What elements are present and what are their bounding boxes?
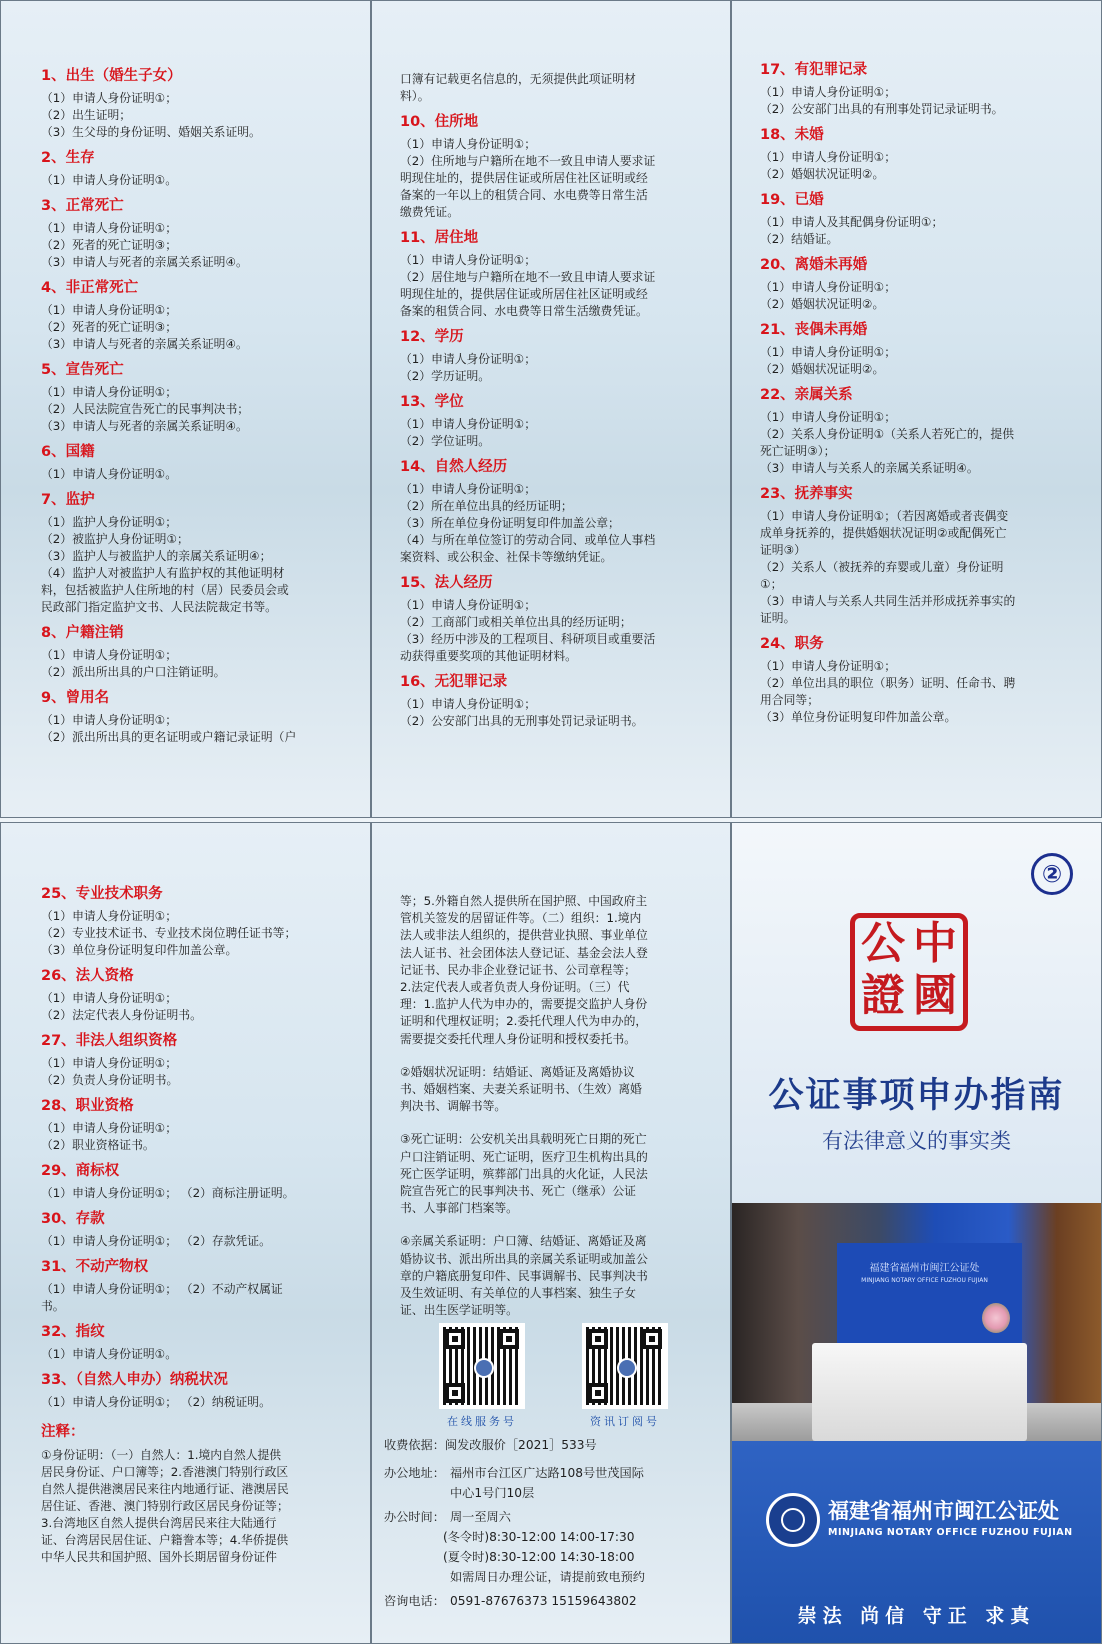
qr-code-icon	[582, 1323, 668, 1409]
section-line: （1）申请人身份证明①；	[41, 221, 178, 235]
section-title: 15、法人经历	[400, 575, 493, 591]
notes-line: 自然人提供港澳居民来往内地通行证、港澳居民	[41, 1482, 289, 1496]
section	[41, 65, 361, 141]
section-line: （2）所在单位出具的经历证明；	[400, 499, 573, 513]
office-lobby-photo	[732, 1203, 1101, 1441]
section-line: （1）申请人身份证明①；	[400, 697, 537, 711]
section-line: （1）申请人身份证明①； （2）不动产权属证	[41, 1282, 283, 1296]
section-line: （2）专业技术证书、专业技术岗位聘任证书等；	[41, 926, 297, 940]
section	[760, 633, 1090, 726]
paragraph-line: 书、人事部门档案等。	[400, 1201, 518, 1216]
section-line: 民政部门指定监护文书、人民法院裁定书等。	[41, 600, 277, 614]
paragraph-line: 法人或非法人组织的，提供营业执照、事业单位	[400, 928, 648, 943]
section-line: （3）申请人与关系人的亲属关系证明④。	[760, 461, 979, 475]
fee-basis: 收费依据：闽发改服价［2021］533号	[384, 1438, 597, 1452]
office-hours-label: 办公时间：	[384, 1510, 445, 1524]
section-line: （1）申请人身份证明①；	[41, 1056, 178, 1070]
section-line: （3）单位身份证明复印件加盖公章。	[760, 710, 957, 724]
section-title: 23、抚养事实	[760, 486, 853, 502]
section	[400, 391, 710, 450]
notes-line: 3.台湾地区自然人提供台湾居民来往大陆通行	[41, 1516, 277, 1530]
section-line: （1）申请人身份证明①；	[760, 85, 897, 99]
section-line: （2）公安部门出具的无刑事处罚记录证明书。	[400, 714, 644, 728]
section-line: （1）申请人身份证明①；	[41, 713, 178, 727]
section-title: 33、（自然人申办）纳税状况	[41, 1372, 228, 1388]
section-line: （1）申请人身份证明①；	[400, 417, 537, 431]
notes-line: 居住证、香港、澳门特别行政区居民身份证等；	[41, 1499, 289, 1513]
section-line: （1）申请人身份证明①。	[41, 1347, 178, 1361]
paragraph-line: 及生效证明、有关单位的人事档案、独生子女	[400, 1286, 636, 1301]
section-line: （1）申请人身份证明①；（若因离婚或者丧偶变	[760, 509, 1009, 523]
section-line: （2）住所地与户籍所在地不一致且申请人要求证	[400, 154, 656, 168]
notes-line: ①身份证明：（一）自然人：1.境内自然人提供	[41, 1448, 282, 1462]
section-title: 9、曾用名	[41, 690, 110, 706]
section-line: （2）关系人身份证明①（关系人若死亡的，提供	[760, 427, 1015, 441]
notary-office-logo-icon	[766, 1493, 820, 1547]
phone-number[interactable]: 0591-87676373 15159643802	[450, 1594, 637, 1608]
section-continuation	[400, 71, 710, 105]
section-line: （1）申请人身份证明①；	[41, 1121, 178, 1135]
cover-subtitle: 有法律意义的事实类	[822, 1129, 1011, 1153]
panel-2-content	[400, 71, 710, 736]
office-hours-winter: (冬令时)8:30-12:00 14:00-17:30	[443, 1530, 635, 1544]
section	[41, 359, 361, 435]
paragraph-line: 死亡医学证明，殡葬部门出具的火化证，人民法	[400, 1166, 648, 1181]
section-line: （2）负责人身份证明书。	[41, 1073, 179, 1087]
panel-4	[0, 822, 371, 1644]
cover-top	[732, 823, 1101, 1203]
section-line: （1）监护人身份证明①；	[41, 515, 178, 529]
section	[41, 277, 361, 353]
section-line: （2）死者的死亡证明③；	[41, 238, 178, 252]
section-line: （1）申请人身份证明①；	[760, 659, 897, 673]
section-line: 缴费凭证。	[400, 205, 459, 219]
note-continuation	[400, 893, 712, 1048]
section-title: 31、不动产物权	[41, 1259, 149, 1275]
section-line: （2）学位证明。	[400, 434, 491, 448]
section-title: 30、存款	[41, 1211, 105, 1227]
section-line: （1）申请人身份证明①；	[760, 345, 897, 359]
section-line: （4）监护人对被监护人有监护权的其他证明材	[41, 566, 285, 580]
section-line: 死亡证明③）；	[760, 444, 836, 458]
section-title: 22、亲属关系	[760, 387, 853, 403]
phone-label: 咨询电话：	[384, 1594, 445, 1608]
section-title: 5、宣告死亡	[41, 362, 124, 378]
section	[41, 1095, 361, 1154]
section-line: （2）死者的死亡证明③；	[41, 320, 178, 334]
section-title: 11、居住地	[400, 230, 479, 246]
panel-3-content	[760, 59, 1090, 732]
section-line: 明现住址的，提供居住证或所居住社区证明或经	[400, 171, 648, 185]
section-title: 2、生存	[41, 150, 95, 166]
section-line: （2）工商部门或相关单位出具的经历证明；	[400, 615, 632, 629]
section-line: （3）单位身份证明复印件加盖公章。	[41, 943, 238, 957]
section-line: （2）被监护人身份证明①；	[41, 532, 189, 546]
section-line: （2）结婚证。	[760, 232, 839, 246]
section	[760, 319, 1090, 378]
reception-signage: 福建省福州市闽江公证处 MINJIANG NOTARY OFFICE FUZHOU FUJIAN	[861, 1263, 988, 1284]
panel-3	[731, 0, 1102, 818]
section	[400, 227, 710, 320]
section	[41, 441, 361, 483]
section-title: 19、已婚	[760, 192, 824, 208]
section-title: 26、法人资格	[41, 968, 134, 984]
panel-1-content	[41, 65, 361, 752]
office-address-line2: 中心1号门10层	[450, 1486, 535, 1500]
panel-5	[371, 822, 731, 1644]
section-line: （4）与所在单位签订的劳动合同、或单位人事档	[400, 533, 656, 547]
section	[41, 965, 361, 1024]
office-address-label: 办公地址：	[384, 1466, 445, 1480]
section	[760, 254, 1090, 313]
section	[400, 456, 710, 566]
paragraph-line: 章的户籍底册复印件、民事调解书、民事判决书	[400, 1268, 648, 1283]
section-line: （2）职业资格证书。	[41, 1138, 155, 1152]
paragraph-line: 户口注销证明、死亡证明，医疗卫生机构出具的	[400, 1149, 648, 1164]
office-address-line1: 福州市台江区广达路108号世茂国际	[450, 1466, 644, 1480]
section-title: 13、学位	[400, 394, 464, 410]
paragraph-line: ④亲属关系证明：户口簿、结婚证、离婚证及离	[400, 1234, 647, 1249]
office-hours-sunday: 如需周日办理公证，请提前致电预约	[450, 1570, 645, 1584]
notes-line: 证、台湾居民居住证、户籍誊本等；4.华侨提供	[41, 1533, 289, 1547]
section-line: （1）申请人身份证明①；	[400, 352, 537, 366]
section	[41, 147, 361, 189]
section-line: 料，包括被监护人住所地的村（居）民委员会或	[41, 583, 289, 597]
section-line: （2）人民法院宣告死亡的民事判决书；	[41, 402, 250, 416]
section-line: （3）申请人与死者的亲属关系证明④。	[41, 255, 248, 269]
section	[41, 1321, 361, 1363]
section-line: （1）申请人身份证明①；	[400, 253, 537, 267]
section-line: （3）申请人与死者的亲属关系证明④。	[41, 419, 248, 433]
section-line: （2）婚姻状况证明②。	[760, 167, 885, 181]
section	[400, 572, 710, 665]
section-line: （2）婚姻状况证明②。	[760, 297, 885, 311]
cover-title: 公证事项申办指南	[768, 1076, 1065, 1116]
section	[760, 189, 1090, 248]
section-line: （1）申请人身份证明①；	[41, 909, 178, 923]
qr-service[interactable]	[439, 1323, 525, 1429]
section-line: （3）经历中涉及的工程项目、科研项目或重要活	[400, 632, 656, 646]
section	[41, 1369, 361, 1411]
section-title: 25、专业技术职务	[41, 886, 163, 902]
section-line: （2）法定代表人身份证明书。	[41, 1008, 202, 1022]
office-hours-summer: (夏令时)8:30-12:00 14:30-18:00	[443, 1550, 635, 1564]
section-line: 证明③）	[760, 543, 806, 557]
section	[41, 1256, 361, 1315]
cover-panel	[731, 822, 1102, 1644]
section-title: 24、职务	[760, 636, 824, 652]
section	[760, 59, 1090, 118]
section-line: （2）婚姻状况证明②。	[760, 362, 885, 376]
section-title: 8、户籍注销	[41, 625, 124, 641]
paragraph-line: 理：1.监护人代为申办的，需要提交监护人身份	[400, 997, 648, 1012]
section-title: 27、非法人组织资格	[41, 1033, 178, 1049]
paragraph-line: 判决书、调解书等。	[400, 1099, 507, 1114]
section-line: （1）申请人身份证明①； （2）商标注册证明。	[41, 1186, 295, 1200]
section-line: （1）申请人身份证明①；	[760, 150, 897, 164]
china-notary-seal-icon: 中 國 公 證	[850, 913, 968, 1031]
panel-5-content	[400, 893, 712, 1335]
section-line: （1）申请人身份证明①；	[41, 303, 178, 317]
section-line: 明现住址的，提供居住证或所居住社区证明或经	[400, 287, 648, 301]
section-title: 12、学历	[400, 329, 464, 345]
section-line: （2）学历证明。	[400, 369, 491, 383]
section-title: 4、非正常死亡	[41, 280, 139, 296]
section	[760, 124, 1090, 183]
notes-line: 中华人民共和国护照、国外长期居留身份证件	[41, 1550, 277, 1564]
org-name-cn: 福建省福州市闽江公证处	[828, 1498, 1059, 1523]
section-line: （1）申请人身份证明①；	[41, 991, 178, 1005]
paragraph-line: 证明和代理权证明；2.委托代理人代为申办的，	[400, 1014, 648, 1029]
section-line: （3）申请人与死者的亲属关系证明④。	[41, 337, 248, 351]
paragraph-line: 婚协议书、派出所出具的亲属关系证明或加盖公	[400, 1251, 648, 1266]
paragraph-line: ③死亡证明：公安机关出具载明死亡日期的死亡	[400, 1132, 647, 1147]
section-line: （1）申请人身份证明①；	[400, 482, 537, 496]
section-line: （1）申请人身份证明①；	[41, 91, 178, 105]
paragraph-line: 法人证书、社会团体法人登记证、基金会法人登	[400, 945, 648, 960]
section-line: （3）生父母的身份证明、婚姻关系证明。	[41, 125, 261, 139]
notes-line: 居民身份证、户口簿等；2.香港澳门特别行政区	[41, 1465, 289, 1479]
page-number-badge: ②	[1031, 853, 1073, 895]
section-line: 备案的一年以上的租赁合同、水电费等日常生活	[400, 188, 648, 202]
paragraph-line: 证、出生医学证明等。	[400, 1303, 518, 1318]
section-line: （1）申请人身份证明①；	[400, 598, 537, 612]
section-line: （2）出生证明；	[41, 108, 132, 122]
panel-1	[0, 0, 371, 818]
section	[41, 1160, 361, 1202]
section-title: 10、住所地	[400, 114, 479, 130]
section-line: （1）申请人身份证明①；	[41, 648, 178, 662]
section	[41, 687, 361, 746]
section-line: 成单身抚养的，提供婚姻状况证明②或配偶死亡	[760, 526, 1007, 540]
section-line: 用合同等；	[760, 693, 819, 707]
notes-title: 注释：	[41, 1424, 85, 1440]
section	[41, 489, 361, 616]
section-title: 21、丧偶未再婚	[760, 322, 868, 338]
section-title: 29、商标权	[41, 1163, 120, 1179]
section-title: 28、职业资格	[41, 1098, 134, 1114]
section	[400, 671, 710, 730]
section-line: （1）申请人身份证明①；	[400, 137, 537, 151]
office-hours-days: 周一至周六	[450, 1510, 511, 1524]
section	[41, 195, 361, 271]
section-line: 书。	[41, 1299, 65, 1313]
section-line: （1）申请人身份证明①。	[41, 467, 178, 481]
section-line: （2）居住地与户籍所在地不一致且申请人要求证	[400, 270, 656, 284]
section-line: （1）申请人身份证明①； （2）纳税证明。	[41, 1395, 271, 1409]
section-title: 17、有犯罪记录	[760, 62, 868, 78]
cover-footer	[732, 1441, 1101, 1644]
section-line: （2）派出所出具的更名证明或户籍记录证明（户	[41, 730, 297, 744]
section-line: （1）申请人身份证明①。	[41, 173, 178, 187]
paragraph-line: 书、婚姻档案、夫妻关系证明书、（生效）离婚	[400, 1082, 642, 1097]
section-line: （3）监护人与被监护人的亲属关系证明④；	[41, 549, 272, 563]
paragraph-line: 管机关签发的居留证件等。（二）组织：1.境内	[400, 911, 642, 926]
section-line: 证明。	[760, 611, 796, 625]
panel-2	[371, 0, 731, 818]
section-line: 料）。	[400, 89, 430, 103]
section-line: （1）申请人身份证明①；	[760, 280, 897, 294]
paragraph-line: 院宣告死亡的民事判决书、死亡（继承）公证	[400, 1184, 636, 1199]
section	[400, 111, 710, 221]
section-title: 18、未婚	[760, 127, 824, 143]
section	[41, 1208, 361, 1250]
org-name-en: MINJIANG NOTARY OFFICE FUZHOU FUJIAN	[828, 1527, 1073, 1538]
section-line: 案资料、或公积金、社保卡等缴纳凭证。	[400, 550, 613, 564]
section-line: 口簿有记载更名信息的，无须提供此项证明材	[400, 72, 636, 86]
section-line: （3）所在单位身份证明复印件加盖公章；	[400, 516, 620, 530]
section-line: （3）申请人与关系人共同生活并形成抚养事实的	[760, 594, 1016, 608]
section-title: 3、正常死亡	[41, 198, 124, 214]
section	[41, 1030, 361, 1089]
section-line: ①；	[760, 577, 783, 591]
note-marriage-status	[400, 1064, 712, 1116]
paragraph-line: 记证书、民办非企业登记证书、公司章程等；	[400, 962, 636, 977]
section-line: （1）申请人身份证明①；	[760, 410, 897, 424]
section	[760, 384, 1090, 477]
section-title: 32、指纹	[41, 1324, 105, 1340]
qr-service-label: 在线服务号	[447, 1415, 517, 1428]
section-title: 16、无犯罪记录	[400, 674, 508, 690]
section-title: 6、国籍	[41, 444, 95, 460]
section-line: （2）派出所出具的户口注销证明。	[41, 665, 226, 679]
section	[41, 883, 361, 959]
note-kinship-proof	[400, 1233, 712, 1319]
section	[41, 622, 361, 681]
qr-subscribe[interactable]	[582, 1323, 668, 1429]
section-line: 动获得重要奖项的其他证明材料。	[400, 649, 577, 663]
paragraph-line: 2.法定代表人或者负责人身份证明。（三）代	[400, 980, 630, 995]
section-line: （1）申请人及其配偶身份证明①；	[760, 215, 944, 229]
paragraph-line: 需要提交委托代理人身份证明和授权委托书。	[400, 1031, 636, 1046]
motto: 崇法 尚信 守正 求真	[797, 1605, 1036, 1627]
section-title: 20、离婚未再婚	[760, 257, 868, 273]
section-line: （2）单位出具的职位（职务）证明、任命书、聘	[760, 676, 1016, 690]
panel-4-content	[41, 883, 361, 1566]
qr-code-icon	[439, 1323, 525, 1409]
paragraph-line: 等；5.外籍自然人提供所在国护照、中国政府主	[400, 894, 648, 908]
reception-desk	[812, 1343, 1027, 1441]
section-line: （2）关系人（被抚养的弃婴或儿童）身份证明	[760, 560, 1004, 574]
section-line: （1）申请人身份证明①；	[41, 385, 178, 399]
qr-subscribe-label: 资讯订阅号	[590, 1415, 660, 1428]
section	[760, 483, 1090, 627]
paragraph-line: ②婚姻状况证明：结婚证、离婚证及离婚协议	[400, 1064, 635, 1079]
section-line: 备案的租赁合同、水电费等日常生活缴费凭证。	[400, 304, 648, 318]
section-title: 7、监护	[41, 492, 95, 508]
note-death-proof	[400, 1131, 712, 1217]
section-title: 14、自然人经历	[400, 459, 508, 475]
section	[400, 326, 710, 385]
section-title: 1、出生（婚生子女）	[41, 68, 182, 84]
section-line: （2）公安部门出具的有刑事处罚记录证明书。	[760, 102, 1004, 116]
section-line: （1）申请人身份证明①； （2）存款凭证。	[41, 1234, 271, 1248]
flower-vase-icon	[982, 1303, 1010, 1333]
